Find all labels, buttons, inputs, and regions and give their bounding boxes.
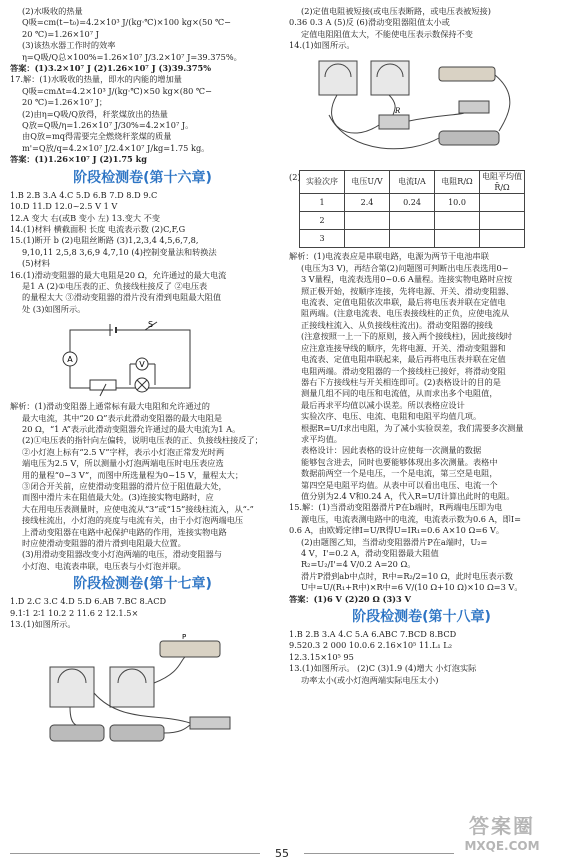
text-line: 能够包含进去，同时也要能够体现出多次测量。表格中: [301, 456, 498, 467]
text-line: 20 Ω，“1 A”表示此滑动变阻器允许通过的最大电流为1 A。: [22, 423, 241, 434]
text-line: 9.1∶1 2∶1 10.2 2 11.6 2 12.1.5×: [10, 607, 139, 618]
text-line: 值分别为2.4 V和0.24 A，代入R=U/I计算出此时的电阻。: [301, 490, 515, 501]
text-line: 0.6 A，由欧姆定律I=U/R得U=IR₁=0.6 A×10 Ω=6 V。: [289, 525, 505, 536]
text-line: 解析：(1)滑动变阻器上通常标有最大电阻和允许通过的: [10, 401, 210, 412]
text-line: 时应使滑动变阻器的滑片滑到电阻最大位置。: [22, 538, 186, 549]
text-line: 1.B 2.B 3.A 4.C 5.A 6.ABC 7.BCD 8.BCD: [289, 629, 457, 640]
text-line: (2)水吸收的热量: [22, 6, 83, 16]
text-line: 处 (3)如图所示。: [22, 303, 86, 314]
table-header-cell: 电压U/V: [345, 170, 390, 194]
text-line: 最大电流，其中“20 Ω”表示此滑动变阻器的最大电阻是: [22, 412, 223, 423]
text-line: m'=Q放/q=4.2×10⁷ J/2.4×10⁷ J/kg=1.75 kg。: [22, 142, 210, 153]
footer-rule-left: [10, 853, 260, 854]
svg-text:S: S: [148, 320, 154, 330]
text-line: 答案：(1)1.26×10⁷ J (2)1.75 kg: [10, 154, 147, 165]
right-text-block-a: [289, 6, 554, 52]
table-header-cell: 电流I/A: [390, 170, 435, 194]
text-line: η=Q吸/Q总×100%=1.26×10⁷ J/3.2×10⁷ J=39.375%。: [22, 51, 242, 62]
text-line: 20 ℃)=1.26×10⁷ J: [22, 28, 99, 39]
table-cell: [480, 194, 525, 212]
text-line: 实验次序、电压、电流、电阻和电阻平均值几项。: [301, 411, 482, 422]
section-heading-17: 阶段检测卷(第十七章): [73, 576, 212, 593]
text-line: 4 V，I'=0.2 A，滑动变阻器最大阻值: [301, 548, 439, 558]
data-table: [299, 170, 525, 249]
table-header-row: [300, 170, 525, 194]
text-line: 1.D 2.C 3.C 4.D 5.D 6.AB 7.BC 8.ACD: [10, 596, 167, 607]
table-row: [300, 212, 525, 230]
text-line: 小灯泡、电流表串联，电压表与小灯泡并联。: [22, 560, 186, 571]
text-line: 电流表、定值电阻串联起来，最后再将电压表并联在定值: [301, 354, 506, 365]
data-table-wrapper: [289, 170, 554, 249]
text-line: 12.3.15×10⁵ 95: [289, 651, 354, 662]
table-cell: 2.4: [345, 194, 390, 212]
text-line: 功率太小(或小灯泡两端实际电压太小): [301, 674, 439, 685]
text-line: 1.B 2.B 3.A 4.C 5.D 6.B 7.D 8.D 9.C: [10, 189, 158, 200]
left-text-block-a: [10, 6, 275, 166]
text-line: 电阻两端。滑动变阻器的一个接线柱已接好，将滑动变阻: [301, 365, 506, 376]
text-line: 3 V量程，电流表选用0~0.6 A量程。连接实物电路时应按: [301, 274, 513, 285]
text-line: ②小灯泡上标有“2.5 V”字样，表示小灯泡正常发光时两: [22, 446, 225, 457]
text-line: 接线柱流出，小灯泡的亮度与电流有关，由于小灯泡两端电压: [22, 515, 244, 526]
text-line: 答案：(1)6 V (2)20 Ω (3)3 V: [289, 593, 411, 604]
table-cell: [435, 212, 480, 230]
text-line: 是1 A (2)①电压表的正、负接线柱接反了 ②电压表: [22, 280, 208, 291]
text-line: 9,10,11 2,5,8 3,6,9 4,7,10 (4)控制变量法和转换法: [22, 246, 217, 257]
text-line: (2)定值电阻被短接(或电压表断路，或电压表被短接): [301, 6, 491, 16]
table-cell: [480, 230, 525, 248]
table-cell: 1: [300, 194, 345, 212]
text-line: 测量几组不同的电压和电流值，从而求出多个电阻值，: [301, 388, 498, 399]
text-line: 0.36 0.3 A (5)反 (6)滑动变阻器阻值太小或: [289, 17, 450, 28]
table-cell: 0.24: [390, 194, 435, 212]
text-line: (2)由题图乙知，当滑动变阻器滑片P在a端时，U₂=: [301, 536, 488, 547]
text-line: U中=U/(R₁+R中)×R中=6 V/(10 Ω+10 Ω)×10 Ω=3 V。: [301, 582, 523, 593]
table-cell: [390, 212, 435, 230]
right-column: [289, 6, 554, 686]
text-line: 17.解：(1)水吸收的热量，即水的内能的增加量: [10, 74, 182, 85]
text-line: 阻两端。(注意电流表、电压表接线柱的正负，应使电流从: [301, 308, 509, 319]
left-column: [10, 6, 275, 756]
page-number: 55: [275, 847, 289, 860]
text-line: 器右下方接线柱与开关相连即可。(2)表格设计的目的是: [301, 376, 501, 387]
text-line: 由Q放=mq得需要完全燃烧秆浆煤的质量: [22, 131, 172, 142]
text-line: 解析：(1)电流表应是串联电路，电源为两节干电池串联: [289, 251, 489, 262]
text-line: 表格设计：因此表格的设计应使每一次测量的数据: [301, 445, 482, 456]
text-line: 第四空是电阻平均值。从表中可以看出电压、电流一个: [301, 479, 498, 490]
text-line: 的量程太大 ③滑动变阻器的滑片没有滑到电阻最大阻值: [22, 292, 222, 303]
text-line: (电压为3 V)，再结合第(2)问题图可判断出电压表选用0~: [301, 262, 509, 273]
text-line: 10.D 11.D 12.0~2.5 V 1 V: [10, 201, 118, 212]
table-header-cell: 电阻R/Ω: [435, 170, 480, 194]
table-cell: [390, 230, 435, 248]
text-line: 源电压，电流表测电路中的电流，电流表示数为0.6 A，即I=: [301, 513, 521, 524]
text-line: 16.(1)滑动变阻器的最大电阻是20 Ω，允许通过的最大电流: [10, 269, 227, 280]
table-cell: [435, 230, 480, 248]
text-line: 14.(1)材料 横截面积 长度 电流表示数 (2)C,F,G: [10, 223, 186, 234]
table-label: (2): [289, 171, 301, 182]
text-line: (5)材料: [22, 258, 50, 269]
watermark-main-text: 答案圈: [469, 814, 535, 838]
watermark-sub-text: MXQE.COM: [464, 839, 540, 853]
table-cell: 10.0: [435, 194, 480, 212]
table-row: [300, 230, 525, 248]
left-text-block-b: [10, 190, 275, 315]
text-line: 20 ℃)=1.26×10⁷ J；: [22, 97, 108, 108]
right-text-block-c: [289, 502, 554, 605]
text-line: 答案：(1)3.2×10⁷ J (2)1.26×10⁷ J (3)39.375%: [10, 63, 212, 74]
table-header-cell: 电阻平均值R̄/Ω: [480, 170, 525, 194]
left-text-block-c: [10, 401, 275, 572]
text-line: 数据前两空一个是电压，一个是电流，第三空是电阻，: [301, 468, 498, 479]
circuit-photo-14: [289, 55, 554, 167]
text-line: 15.解：(1)当滑动变阻器滑片P在b端时，R两端电压即为电: [289, 502, 503, 513]
text-line: Q吸=cm(t−t₀)=4.2×10³ J/(kg·℃)×100 kg×(50 ℃−: [22, 17, 232, 28]
text-line: 12.A 变大 右(或B 变小 左) 13.变大 不变: [10, 212, 161, 223]
text-line: (3)用滑动变阻器改变小灯泡两端的电压，滑动变阻器与: [22, 549, 222, 560]
svg-text:R: R: [395, 106, 401, 115]
footer-rule-right: [304, 853, 454, 854]
table-cell: [480, 212, 525, 230]
right-text-block-b: [289, 251, 554, 502]
text-line: 照正极开始，按顺序连接，先将电源、开关、滑动变阻器、: [301, 285, 514, 296]
svg-text:A: A: [67, 355, 73, 365]
table-cell: 3: [300, 230, 345, 248]
text-line: 13.(1)如图所示。 (2)C (3)1.9 (4)增大 小灯泡实际: [289, 663, 477, 674]
text-line: Q放=Q吸/η=1.26×10⁷ J/30%=4.2×10⁷ J。: [22, 120, 194, 131]
text-line: 最后再求平均值以减小误差。所以表格应设计: [301, 399, 465, 410]
svg-text:P: P: [182, 633, 187, 642]
text-line: ③闭合开关前，应使滑动变阻器的滑片位于阻值最大处，: [22, 481, 227, 491]
text-line: 正接线柱流入、从负接线柱流出)。滑动变阻器的接线: [301, 319, 493, 330]
text-line: (2)①电压表的指针向左偏转，说明电压表的正、负接线柱接反了；: [22, 435, 263, 446]
text-line: 而图中滑片未在阻值最大处。(3)连接实物电路时，应: [22, 492, 214, 503]
left-text-block-d: [10, 596, 275, 630]
text-line: 15.(1)断开 b (2)电阻丝断路 (3)1,2,3,4 4,5,6,7,8,: [10, 235, 199, 246]
text-line: (3)该热水器工作时的效率: [22, 40, 116, 51]
right-text-block-d: [289, 629, 554, 686]
text-line: 根据R=U/I求出电阻，为了减小实验误差，我们需要多次测量: [301, 422, 524, 433]
table-cell: 2: [300, 212, 345, 230]
text-line: R₂=U₂/I'=4 V/0.2 A=20 Ω。: [301, 559, 416, 570]
text-line: 13.(1)如图所示。: [10, 619, 76, 630]
text-line: 用的量程“0~3 V”，而图中所选量程为0~15 V，量程太大；: [22, 469, 244, 480]
section-heading-18: 阶段检测卷(第十八章): [352, 609, 491, 626]
table-row: [300, 194, 525, 212]
text-line: 上滑动变阻器在电路中起保护电路的作用，连接实物电路: [22, 526, 227, 537]
text-line: (2)由η=Q吸/Q放得，秆浆煤放出的热量: [22, 108, 168, 119]
text-line: 端电压为2.5 V，所以测量小灯泡两端电压时电压表应选: [22, 458, 224, 469]
text-line: 滑片P滑到ab中点时，R中=R₂/2=10 Ω，此时电压表示数: [301, 570, 513, 581]
table-cell: [345, 212, 390, 230]
text-line: (注意按照一上一下的原则，接入两个接线柱)，因此接线时: [301, 331, 513, 342]
table-header-cell: 实验次序: [300, 170, 345, 194]
section-heading-16: 阶段检测卷(第十六章): [73, 169, 212, 186]
svg-text:V: V: [139, 360, 145, 370]
circuit-diagram-16: [10, 318, 275, 398]
text-line: 大在用电压表测量时，应使电流从“3”或“15”接线柱流入，从“-”: [22, 503, 254, 514]
text-line: 求平均值。: [301, 433, 342, 444]
text-line: 定值电阻阻值太大，不能使电压表示数保持不变: [301, 28, 473, 39]
text-line: 电流表、定值电阻依次串联，最后将电压表并联在定值电: [301, 297, 506, 308]
text-line: 14.(1)如图所示。: [289, 40, 355, 51]
text-line: Q吸=cmΔt=4.2×10³ J/(kg·℃)×50 kg×(80 ℃−: [22, 85, 212, 96]
watermark-logo: [447, 813, 557, 859]
text-line: 应注意连接导线的顺序，先将电源、开关、滑动变阻器和: [301, 342, 506, 353]
text-line: 9.520.3 2 000 10.0.6 2.16×10⁵ 11.L₁ L₂: [289, 640, 452, 651]
table-cell: [345, 230, 390, 248]
circuit-photo-17: [10, 633, 275, 753]
